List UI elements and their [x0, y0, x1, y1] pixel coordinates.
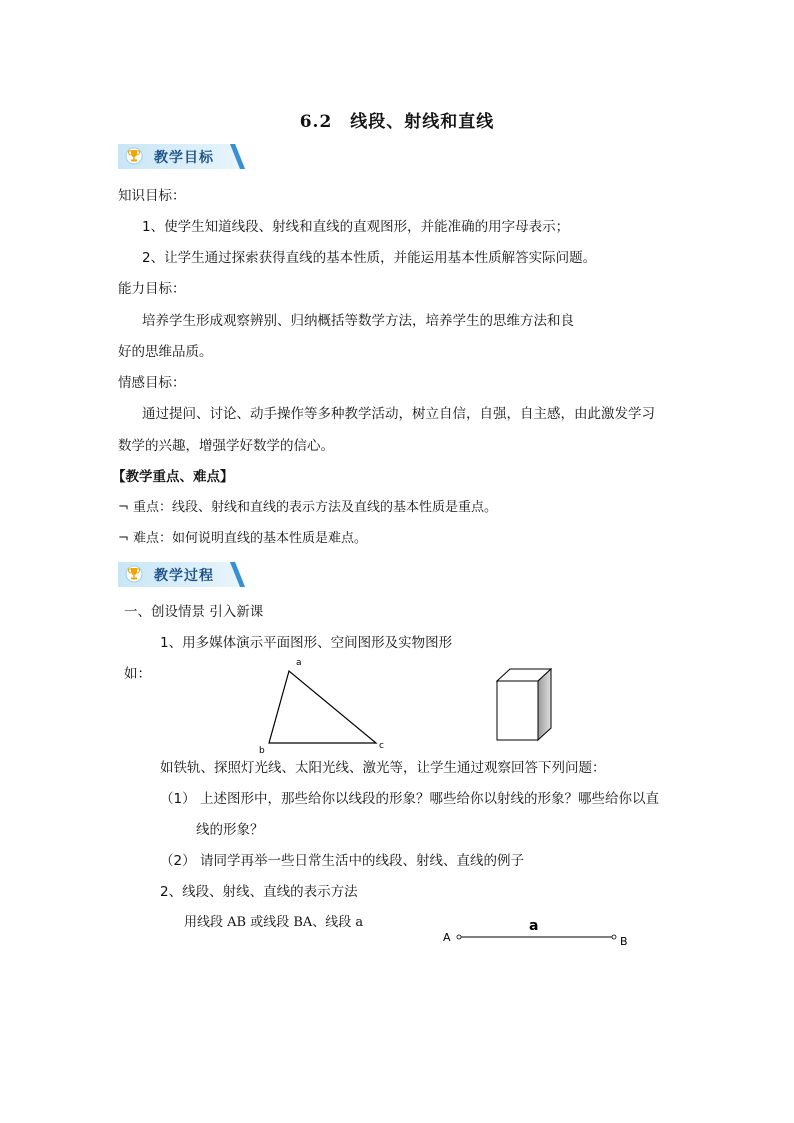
ability-goal-label: 能力目标：	[118, 281, 186, 297]
process-item-1: 1、用多媒体演示平面图形、空间图形及实物图形	[160, 635, 453, 651]
page-title: 6.2 线段、射线和直线	[299, 112, 495, 132]
ability-goal-line-2: 好的思维品质。	[118, 344, 213, 360]
section-banner-process	[118, 562, 246, 587]
segment-endpoint-a	[457, 935, 461, 939]
question-1-line-1: 上述图形中，那些给你以线段的形象？哪些给你以射线的形象？哪些给你以直	[200, 791, 659, 807]
focus-key-point: ¬ 重点：线段、射线和直线的表示方法及直线的基本性质是重点。	[118, 500, 498, 515]
knowledge-goal-1: 1、使学生知道线段、射线和直线的直观图形，并能准确的用字母表示；	[142, 219, 570, 235]
triangle-vertex-c: c	[379, 741, 384, 751]
trophy-icon	[127, 567, 141, 581]
section-banner-goals	[118, 144, 246, 169]
focus-heading: 【教学重点、难点】	[112, 469, 234, 485]
triangle-vertex-b: b	[259, 746, 265, 755]
cube-figure	[494, 667, 554, 743]
trophy-icon	[127, 149, 141, 163]
triangle-figure	[255, 655, 395, 755]
ability-goal-line-1: 培养学生形成观察辨别、归纳概括等数学方法，培养学生的思维方法和良	[142, 313, 574, 329]
example-label: 如：	[124, 666, 151, 682]
question-2-number: （2）	[160, 853, 196, 869]
triangle-vertex-a: a	[296, 658, 302, 668]
cube-front-face	[497, 681, 538, 740]
segment-label-a: A	[443, 931, 451, 944]
question-1-line-2: 线的形象？	[196, 822, 264, 838]
examples-description: 如铁轨、探照灯光线、太阳光线、激光等，让学生通过观察回答下列问题：	[160, 760, 606, 776]
triangle-shape	[269, 671, 376, 743]
process-step-1: 一、创设情景 引入新课	[124, 604, 264, 620]
segment-endpoint-b	[612, 935, 616, 939]
question-2-text: 请同学再举一些日常生活中的线段、射线、直线的例子	[200, 853, 524, 869]
focus-difficult-point: ¬ 难点：如何说明直线的基本性质是难点。	[118, 531, 368, 546]
segment-label-b: B	[620, 935, 628, 948]
knowledge-goal-2: 2、让学生通过探索获得直线的基本性质，并能运用基本性质解答实际问题。	[142, 250, 597, 266]
knowledge-goal-label: 知识目标：	[118, 188, 186, 204]
segment-label-name: a	[529, 918, 539, 934]
section-banner-goals-label: 教学目标	[154, 150, 214, 166]
process-item-2: 2、线段、射线、直线的表示方法	[160, 884, 358, 900]
segment-notation-text: 用线段 AB 或线段 BA、线段 a	[184, 915, 364, 930]
section-banner-process-label: 教学过程	[154, 568, 214, 584]
emotion-goal-label: 情感目标：	[118, 375, 186, 391]
segment-figure	[438, 913, 638, 953]
question-1-number: （1）	[160, 791, 196, 807]
emotion-goal-line-2: 数学的兴趣，增强学好数学的信心。	[118, 438, 334, 454]
emotion-goal-line-1: 通过提问、讨论、动手操作等多种教学活动，树立自信，自强，自主感，由此激发学习	[142, 406, 655, 422]
cube-side-face	[538, 669, 551, 740]
